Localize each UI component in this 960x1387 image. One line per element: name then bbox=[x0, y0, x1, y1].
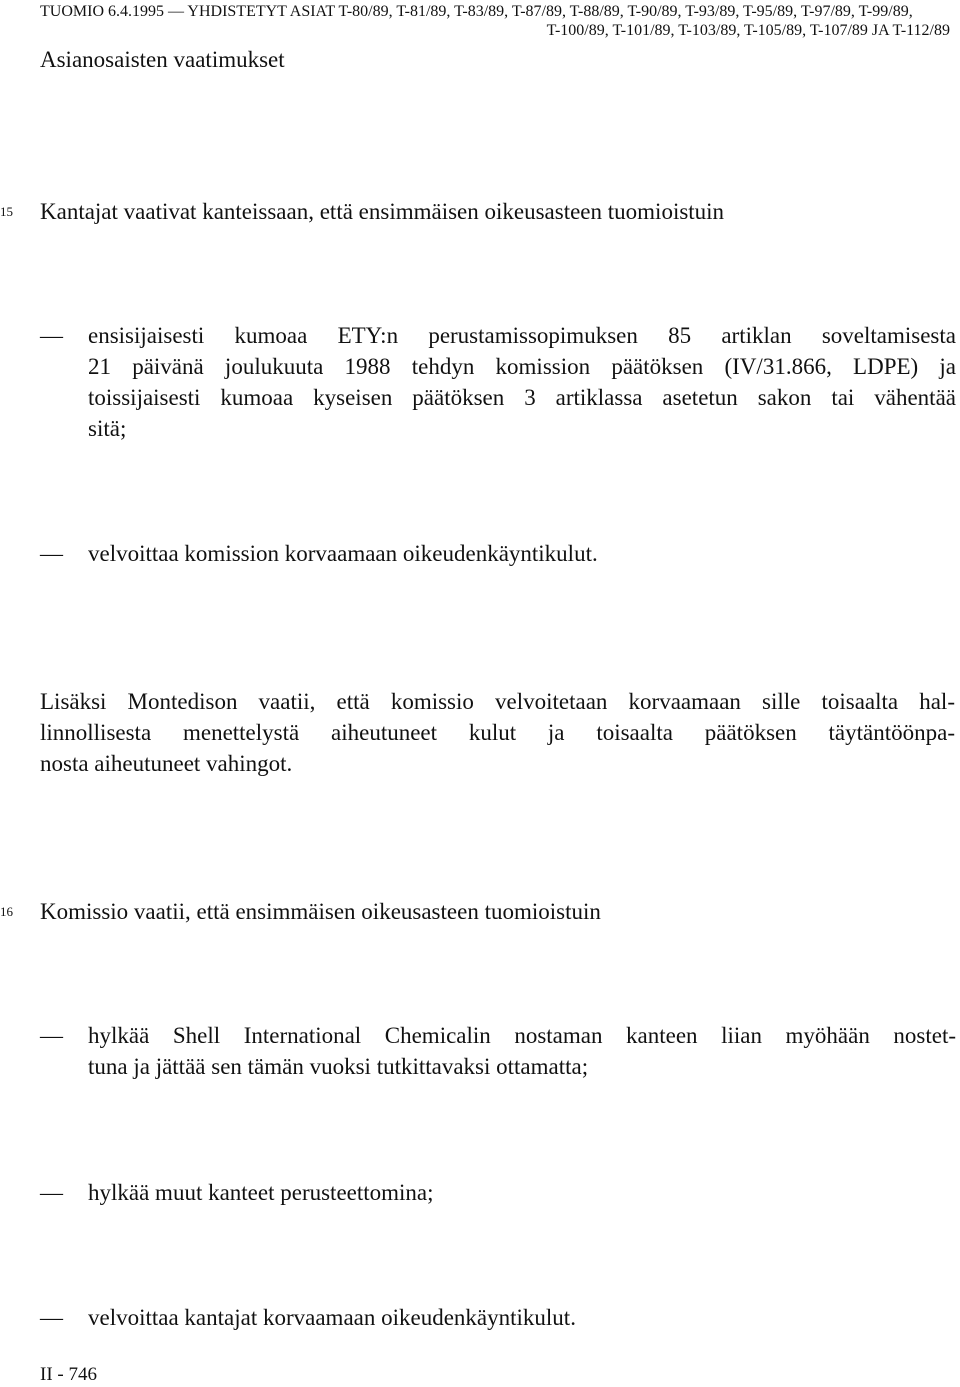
list-item-line: hylkää Shell International Chemicalin nostaman kanteen liian myöhään nostet- bbox=[88, 1023, 956, 1048]
list-item-line: velvoittaa kantajat korvaamaan oikeudenkäyntikulut. bbox=[88, 1305, 576, 1330]
text-line: linnollisesta menettelystä aiheutuneet kulut ja toisaalta päätöksen täytäntöönpa- bbox=[40, 720, 955, 745]
dash-marker: — bbox=[40, 1305, 63, 1330]
paragraph-15-intro-wrap bbox=[0, 196, 955, 227]
list-item-line: hylkää muut kanteet perusteettomina; bbox=[88, 1180, 434, 1205]
dash-marker: — bbox=[40, 541, 63, 566]
paragraph-intro: Kantajat vaativat kanteissaan, että ensimmäisen oikeusasteen tuomioistuin bbox=[40, 199, 725, 224]
text-line: Lisäksi Montedison vaatii, että komissio velvoitetaan korvaamaan sille toisaalta hal- bbox=[40, 689, 955, 714]
list-item-line: toissijaisesti kumoaa kyseisen päätöksen 3 artiklassa asetetun sakon tai vähentää bbox=[88, 385, 956, 410]
running-header-line-2: T-100/89, T-101/89, T-103/89, T-105/89, T-107/89 JA T-112/89 bbox=[546, 22, 950, 39]
text-line: nosta aiheutuneet vahingot. bbox=[40, 751, 293, 776]
paragraph-16-intro-wrap bbox=[0, 896, 955, 927]
dash-marker: — bbox=[40, 323, 63, 348]
paragraph-intro: Komissio vaatii, että ensimmäisen oikeusasteen tuomioistuin bbox=[40, 899, 601, 924]
paragraph-number: 16 bbox=[0, 904, 13, 919]
list-item-line: velvoittaa komission korvaamaan oikeudenkäyntikulut. bbox=[88, 541, 598, 566]
list-item-line: tuna ja jättää sen tämän vuoksi tutkittavaksi ottamatta; bbox=[88, 1054, 589, 1079]
dash-marker: — bbox=[40, 1023, 63, 1048]
page-reference: II - 746 bbox=[40, 1364, 97, 1385]
section-title: Asianosaisten vaatimukset bbox=[40, 47, 285, 72]
paragraph-number: 15 bbox=[0, 204, 13, 219]
running-header-line-1: TUOMIO 6.4.1995 — YHDISTETYT ASIAT T-80/89, T-81/89, T-83/89, T-87/89, T-88/89, T-90/89, T-93/89, T-95/89, T-97/89, T-99/89, bbox=[40, 3, 913, 20]
list-item-line: 21 päivänä joulukuuta 1988 tehdyn komission päätöksen (IV/31.866, LDPE) ja bbox=[88, 354, 956, 379]
list-item-line: sitä; bbox=[88, 416, 127, 441]
dash-marker: — bbox=[40, 1180, 63, 1205]
list-item-line: ensisijaisesti kumoaa ETY:n perustamissopimuksen 85 artiklan soveltamisesta bbox=[88, 323, 956, 348]
